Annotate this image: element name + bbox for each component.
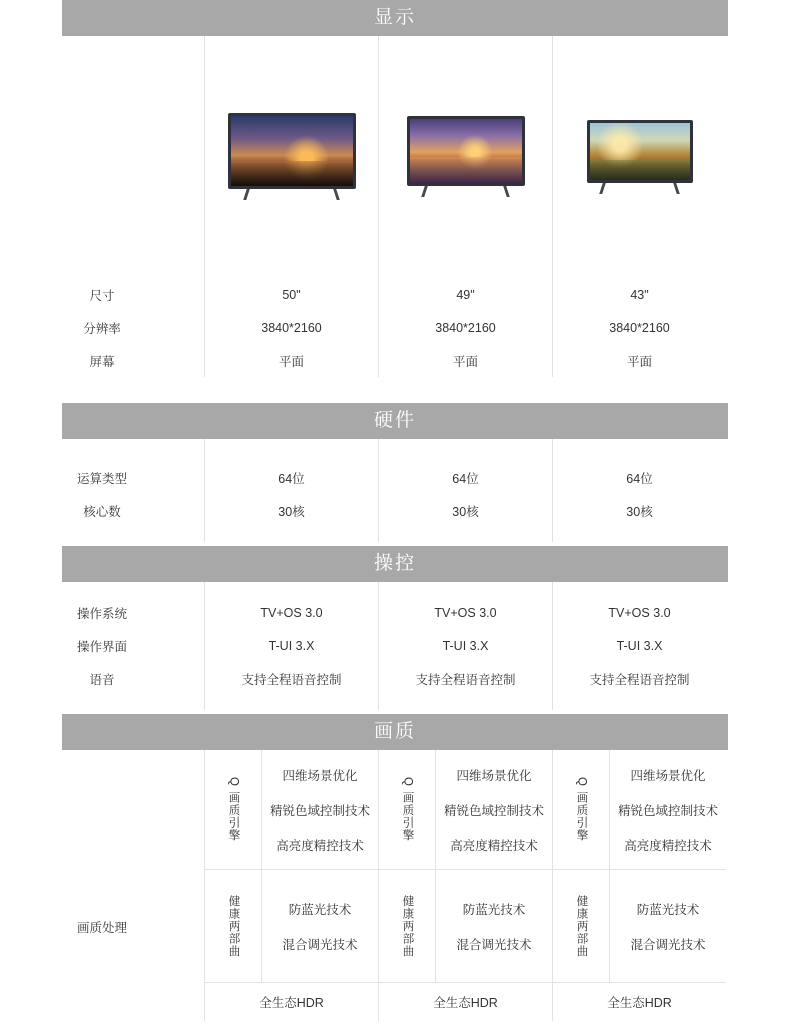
picture-health-band [0, 870, 790, 983]
spec-label-os: 操作系统 [76, 606, 127, 621]
engine-items-3 [610, 750, 726, 869]
spec-label-picture-processing [0, 750, 204, 870]
section-header-picture: 画质 [62, 714, 728, 750]
picture-engine-band [0, 750, 790, 870]
spec-value-cores-1: 30核 [204, 494, 378, 542]
spec-value-resolution-2: 3840*2160 [378, 311, 552, 344]
engine-vertical-label-3: Q 画质引擎 [553, 750, 610, 869]
engine-item: 精锐色域控制技术 [443, 803, 544, 818]
section-header-display: 显示 [62, 0, 728, 36]
health-vertical-label-1: 健康两部曲 [205, 870, 262, 982]
engine-items-2 [436, 750, 552, 869]
spec-label-panel: 屏幕 [89, 354, 115, 369]
spec-value-cores-2: 30核 [378, 494, 552, 542]
control-spec-os [0, 582, 790, 629]
engine-items-1 [262, 750, 378, 869]
tv-image-col-2 [378, 36, 552, 278]
tv-stand [587, 183, 693, 195]
spec-value-size-3: 43" [552, 278, 726, 311]
display-image-row [0, 36, 790, 278]
health-item: 防蓝光技术 [636, 902, 700, 917]
spec-value-panel-2: 平面 [378, 344, 552, 377]
spec-value-os-3: TV+OS 3.0 [552, 582, 726, 629]
spec-value-bits-1: 64位 [204, 439, 378, 494]
picture-engine-col-2 [378, 750, 552, 870]
engine-item: 四维场景优化 [456, 768, 532, 783]
spec-label-voice: 语音 [89, 672, 115, 687]
control-spec-ui [0, 629, 790, 662]
spec-value-voice-2: 支持全程语音控制 [378, 662, 552, 710]
hdr-label-spacer [0, 983, 204, 1021]
spec-value-voice-3: 支持全程语音控制 [552, 662, 726, 710]
hdr-value-3: 全生态HDR [552, 983, 726, 1021]
tv-stand [228, 189, 356, 201]
spec-value-panel-3: 平面 [552, 344, 726, 377]
picture-processing-label: 画质处理 [76, 920, 127, 935]
health-item: 防蓝光技术 [462, 902, 526, 917]
health-vertical-label-2: 健康两部曲 [379, 870, 436, 982]
picture-hdr-band [0, 983, 790, 1021]
spec-value-panel-1: 平面 [204, 344, 378, 377]
health-items-3 [610, 870, 726, 982]
health-item: 混合调光技术 [282, 937, 358, 952]
picture-engine-col-1 [204, 750, 378, 870]
spec-value-cores-3: 30核 [552, 494, 726, 542]
spec-value-ui-2: T-UI 3.X [378, 629, 552, 662]
engine-vertical-label-2: Q 画质引擎 [379, 750, 436, 869]
spec-value-resolution-1: 3840*2160 [204, 311, 378, 344]
engine-item: 精锐色域控制技术 [269, 803, 370, 818]
display-spec-resolution [0, 311, 790, 344]
section-header-control: 操控 [62, 546, 728, 582]
engine-item: 高亮度精控技术 [624, 838, 712, 853]
health-item: 混合调光技术 [630, 937, 706, 952]
spec-label-compute-type: 运算类型 [76, 471, 127, 486]
spec-value-ui-3: T-UI 3.X [552, 629, 726, 662]
display-spec-panel [0, 344, 790, 377]
engine-item: 高亮度精控技术 [276, 838, 364, 853]
engine-item: 高亮度精控技术 [450, 838, 538, 853]
picture-health-col-1 [204, 870, 378, 983]
engine-item: 四维场景优化 [630, 768, 706, 783]
spec-value-size-1: 50" [204, 278, 378, 311]
section-header-hardware: 硬件 [62, 403, 728, 439]
tv-illustration [228, 113, 356, 201]
spacer-after-display [0, 377, 790, 403]
engine-vertical-label-1: Q 画质引擎 [205, 750, 262, 869]
hdr-value-2: 全生态HDR [378, 983, 552, 1021]
picture-engine-col-3 [552, 750, 726, 870]
tv-stand [407, 186, 525, 198]
control-spec-voice [0, 662, 790, 710]
display-spec-size [0, 278, 790, 311]
hdr-value-1: 全生态HDR [204, 983, 378, 1021]
spec-value-ui-1: T-UI 3.X [204, 629, 378, 662]
engine-item: 精锐色域控制技术 [617, 803, 718, 818]
tv-illustration [407, 116, 525, 198]
picture-health-col-3 [552, 870, 726, 983]
spec-label-ui: 操作界面 [76, 639, 127, 654]
spec-value-bits-3: 64位 [552, 439, 726, 494]
display-image-label-spacer [0, 36, 204, 278]
health-vertical-label-3: 健康两部曲 [553, 870, 610, 982]
tv-image-col-1 [204, 36, 378, 278]
tv-illustration [587, 120, 693, 195]
tv-screen [407, 116, 525, 186]
tv-screen [228, 113, 356, 189]
spec-value-bits-2: 64位 [378, 439, 552, 494]
spec-label-size: 尺寸 [89, 288, 115, 303]
tv-screen-artwork [231, 116, 353, 186]
engine-item: 四维场景优化 [282, 768, 358, 783]
health-items-1 [262, 870, 378, 982]
health-item: 混合调光技术 [456, 937, 532, 952]
tv-screen-artwork [590, 123, 690, 180]
health-item: 防蓝光技术 [288, 902, 352, 917]
hardware-spec-cores [0, 494, 790, 542]
spec-label-resolution: 分辨率 [83, 321, 121, 336]
tv-image-col-3 [552, 36, 726, 278]
spec-value-size-2: 49" [378, 278, 552, 311]
tv-screen-artwork [410, 119, 522, 183]
spec-value-voice-1: 支持全程语音控制 [204, 662, 378, 710]
hardware-spec-bits [0, 439, 790, 494]
picture-health-col-2 [378, 870, 552, 983]
spec-value-os-2: TV+OS 3.0 [378, 582, 552, 629]
health-items-2 [436, 870, 552, 982]
spec-value-resolution-3: 3840*2160 [552, 311, 726, 344]
spec-value-os-1: TV+OS 3.0 [204, 582, 378, 629]
spec-label-core-count: 核心数 [83, 504, 121, 519]
picture-processing-label-cell [0, 870, 204, 983]
tv-screen [587, 120, 693, 183]
